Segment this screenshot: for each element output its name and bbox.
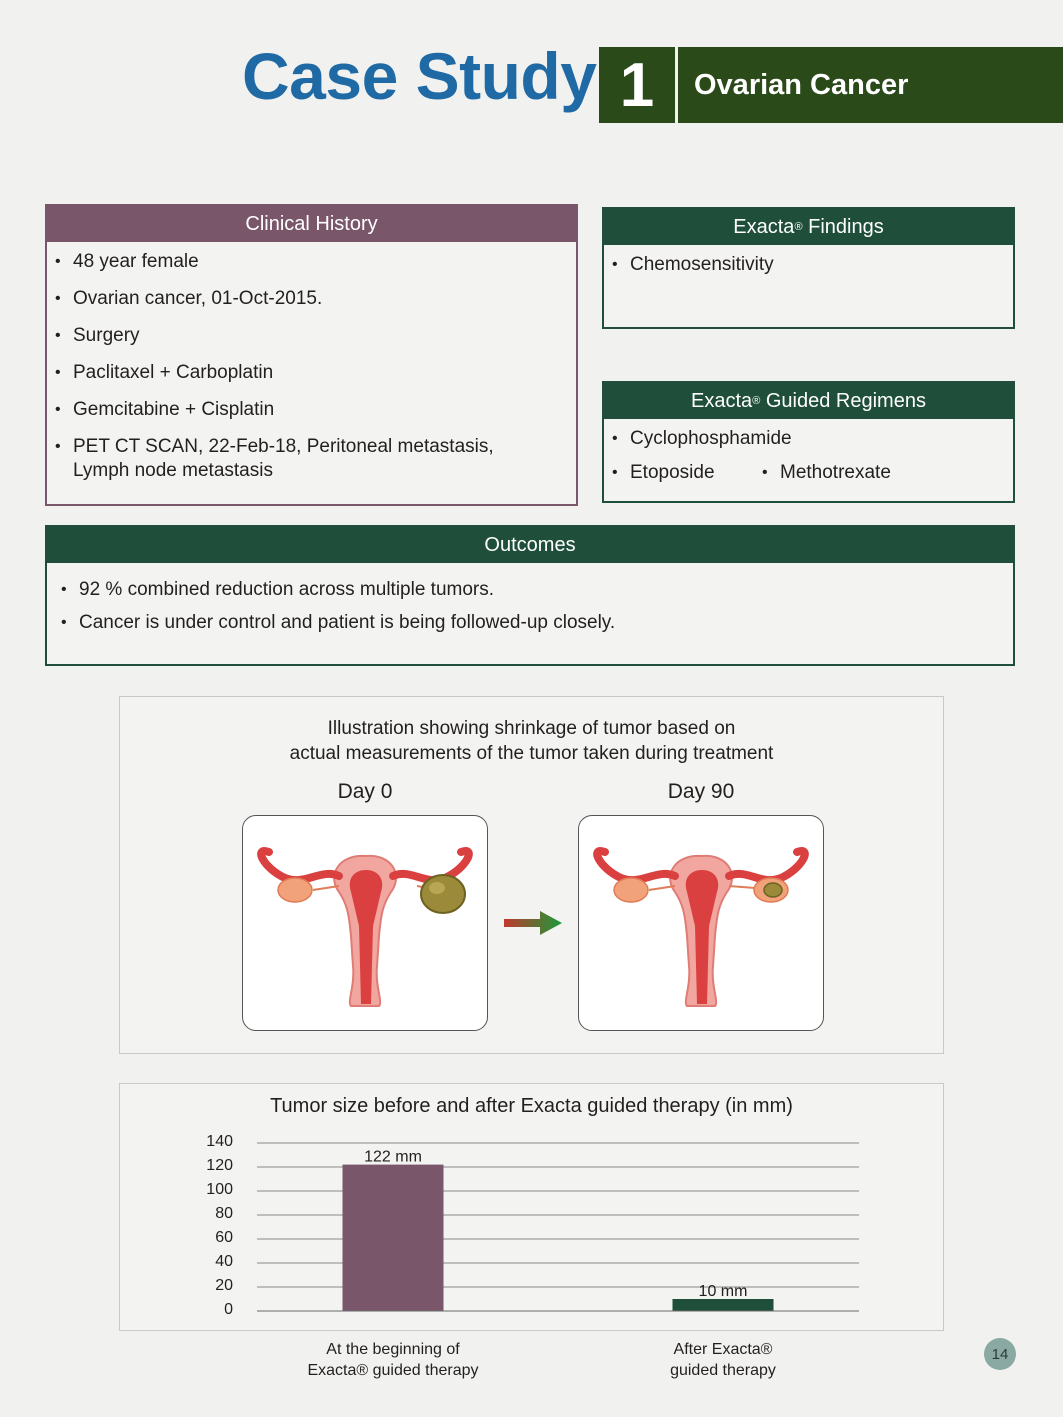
- regimens-heading-brand: Exacta: [691, 389, 753, 412]
- y-tick-label: 80: [215, 1205, 233, 1222]
- case-number: 1: [599, 47, 675, 123]
- case-name: Ovarian Cancer: [678, 47, 1063, 123]
- history-item: • Gemcitabine + Cisplatin: [49, 398, 576, 422]
- outcome-item: • Cancer is under control and patient is being followed-up closely.: [55, 611, 1013, 635]
- regimens-heading-text: Guided Regimens: [760, 389, 926, 412]
- history-item: • Paclitaxel + Carboplatin: [49, 361, 576, 385]
- y-tick-label: 40: [215, 1253, 233, 1270]
- bar: [673, 1299, 774, 1311]
- regimen-item: • Cyclophosphamide: [606, 427, 1013, 451]
- findings-heading-brand: Exacta: [733, 215, 795, 238]
- finding-item: • Chemosensitivity: [606, 253, 1013, 277]
- outcome-item: • 92 % combined reduction across multiple tumors.: [55, 578, 1013, 602]
- y-tick-label: 120: [206, 1157, 233, 1174]
- history-item: • Surgery: [49, 324, 576, 348]
- chart-title: Tumor size before and after Exacta guided therapy (in mm): [270, 1095, 793, 1117]
- history-item: • 48 year female: [49, 250, 576, 274]
- page-title: Case Study: [242, 39, 597, 113]
- caption-line-2: actual measurements of the tumor taken during treatment: [289, 743, 774, 764]
- regimen-item: • Etoposide: [606, 461, 756, 485]
- bar: [343, 1165, 444, 1311]
- regimens-heading: Exacta ® Guided Regimens: [604, 383, 1013, 419]
- regimen-item: • Methotrexate: [756, 461, 891, 485]
- y-tick-label: 60: [215, 1229, 233, 1246]
- history-item-line2: Lymph node metastasis: [73, 460, 273, 481]
- history-item-line1: PET CT SCAN, 22-Feb-18, Peritoneal metastasis,: [73, 436, 494, 457]
- x-category-line: Exacta® guided therapy: [307, 1362, 479, 1379]
- page-number: 14: [984, 1338, 1016, 1370]
- y-tick-label: 0: [224, 1301, 233, 1318]
- history-item: • Ovarian cancer, 01-Oct-2015.: [49, 287, 576, 311]
- clinical-history-heading: Clinical History: [47, 206, 576, 242]
- y-tick-label: 20: [215, 1277, 233, 1294]
- x-category-label: [613, 1339, 833, 1381]
- outcomes-heading: Outcomes: [47, 527, 1013, 563]
- findings-heading-text: Findings: [802, 215, 884, 238]
- bar-value-label: 10 mm: [698, 1283, 748, 1300]
- y-tick-label: 140: [206, 1133, 233, 1150]
- x-category-line: At the beginning of: [326, 1341, 460, 1358]
- findings-heading: Exacta ® Findings: [604, 209, 1013, 245]
- day-0-label: Day 0: [337, 780, 393, 803]
- x-category-label: [283, 1339, 503, 1381]
- y-tick-label: 100: [206, 1181, 233, 1198]
- x-category-line: After Exacta®: [673, 1341, 773, 1358]
- bar-value-label: 122 mm: [364, 1148, 422, 1166]
- x-category-line: guided therapy: [670, 1362, 776, 1379]
- day-90-label: Day 90: [667, 780, 735, 803]
- caption-line-1: Illustration showing shrinkage of tumor based on: [327, 718, 736, 739]
